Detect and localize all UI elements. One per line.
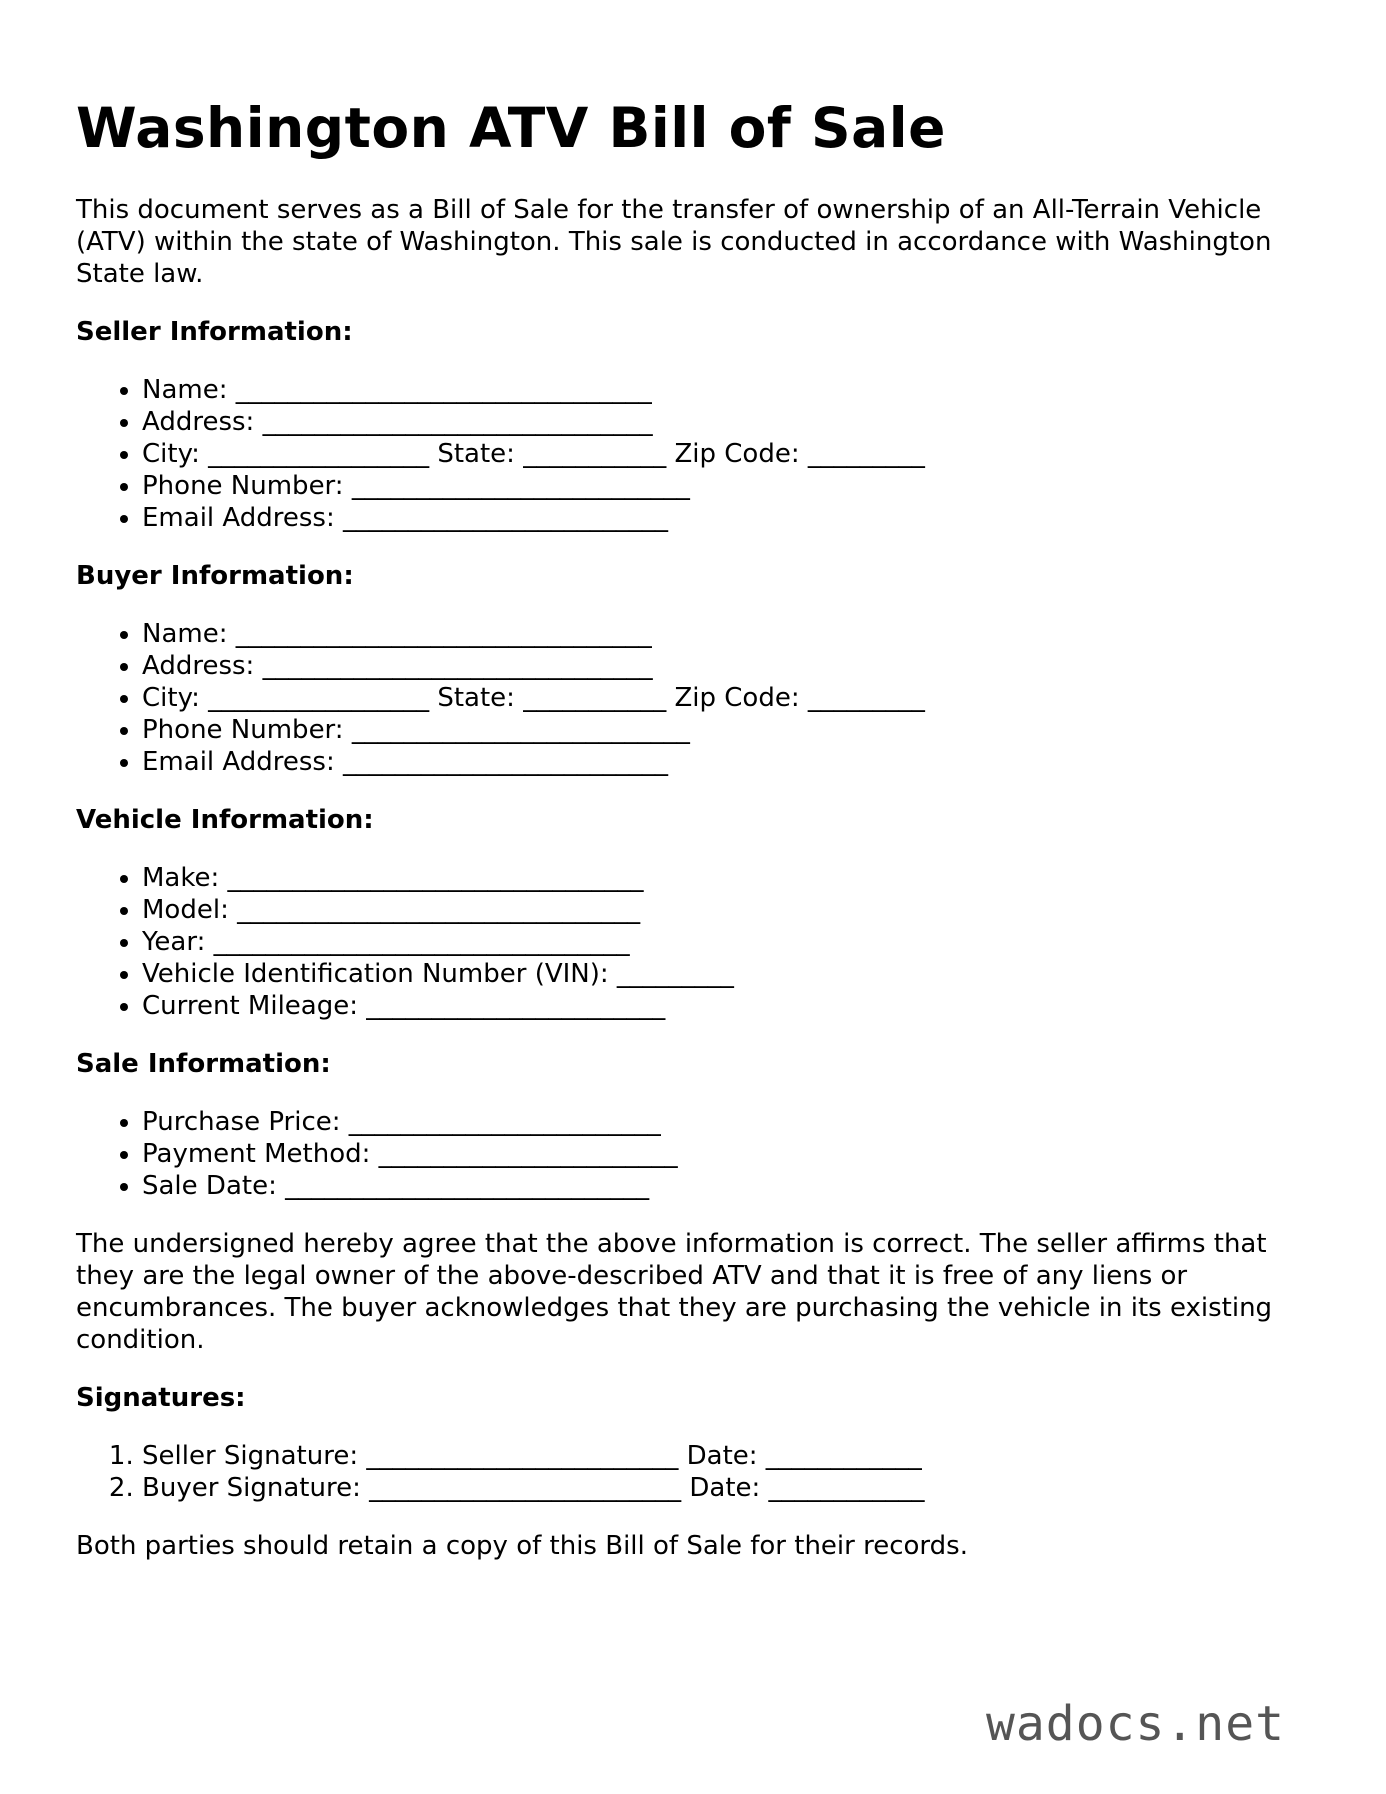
vehicle-vin-field: • Vehicle Identification Number (VIN): _________ bbox=[142, 958, 1316, 990]
sale-heading: Sale Information: bbox=[76, 1049, 331, 1079]
buyer-city-state-zip-field: • City: _________________ State: ___________ Zip Code: _________ bbox=[142, 682, 1316, 714]
seller-name-field: • Name: ________________________________ bbox=[142, 374, 1316, 406]
buyer-address-field: • Address: ______________________________ bbox=[142, 650, 1316, 682]
seller-list bbox=[76, 374, 1316, 534]
sale-payment-method-field: • Payment Method: _______________________ bbox=[142, 1138, 1316, 1170]
buyer-email-field: • Email Address: _________________________ bbox=[142, 746, 1316, 778]
vehicle-heading: Vehicle Information: bbox=[76, 805, 374, 835]
document-page bbox=[76, 92, 1316, 1562]
vehicle-list bbox=[76, 862, 1316, 1022]
intro-paragraph: This document serves as a Bill of Sale for the transfer of ownership of an All-Terrain Vehicle (ATV) within the state of Washington. This sale is conducted in accordance with Washington State law. bbox=[76, 195, 1272, 289]
seller-city-state-zip-field: • City: _________________ State: ___________ Zip Code: _________ bbox=[142, 438, 1316, 470]
buyer-name-field: • Name: ________________________________ bbox=[142, 618, 1316, 650]
signatures-heading: Signatures: bbox=[76, 1383, 246, 1413]
buyer-heading: Buyer Information: bbox=[76, 561, 354, 591]
sale-price-field: • Purchase Price: ________________________ bbox=[142, 1106, 1316, 1138]
seller-address-field: • Address: ______________________________ bbox=[142, 406, 1316, 438]
sale-list bbox=[76, 1106, 1316, 1202]
signatures-list bbox=[76, 1440, 1316, 1504]
seller-phone-field: • Phone Number: __________________________ bbox=[142, 470, 1316, 502]
buyer-phone-field: • Phone Number: __________________________ bbox=[142, 714, 1316, 746]
watermark: wadocs.net bbox=[986, 1696, 1285, 1752]
closing-paragraph: Both parties should retain a copy of this Bill of Sale for their records. bbox=[76, 1531, 968, 1561]
seller-signature-field: 1. Seller Signature: ________________________ Date: ____________ bbox=[142, 1440, 1316, 1472]
vehicle-model-field: • Model: _______________________________ bbox=[142, 894, 1316, 926]
vehicle-mileage-field: • Current Mileage: _______________________ bbox=[142, 990, 1316, 1022]
sale-date-field: • Sale Date: ____________________________ bbox=[142, 1170, 1316, 1202]
vehicle-make-field: • Make: ________________________________ bbox=[142, 862, 1316, 894]
buyer-list bbox=[76, 618, 1316, 778]
vehicle-year-field: • Year: ________________________________ bbox=[142, 926, 1316, 958]
agreement-paragraph: The undersigned hereby agree that the above information is correct. The seller affirms that they are the legal owner of the above-described ATV and that it is free of any liens or encumbrances. The buyer acknowledges that they are purchasing the vehicle in its existing condition. bbox=[76, 1229, 1273, 1355]
page-title: Washington ATV Bill of Sale bbox=[76, 96, 946, 160]
buyer-signature-field: 2. Buyer Signature: ________________________ Date: ____________ bbox=[142, 1472, 1316, 1504]
seller-heading: Seller Information: bbox=[76, 317, 353, 347]
seller-email-field: • Email Address: _________________________ bbox=[142, 502, 1316, 534]
